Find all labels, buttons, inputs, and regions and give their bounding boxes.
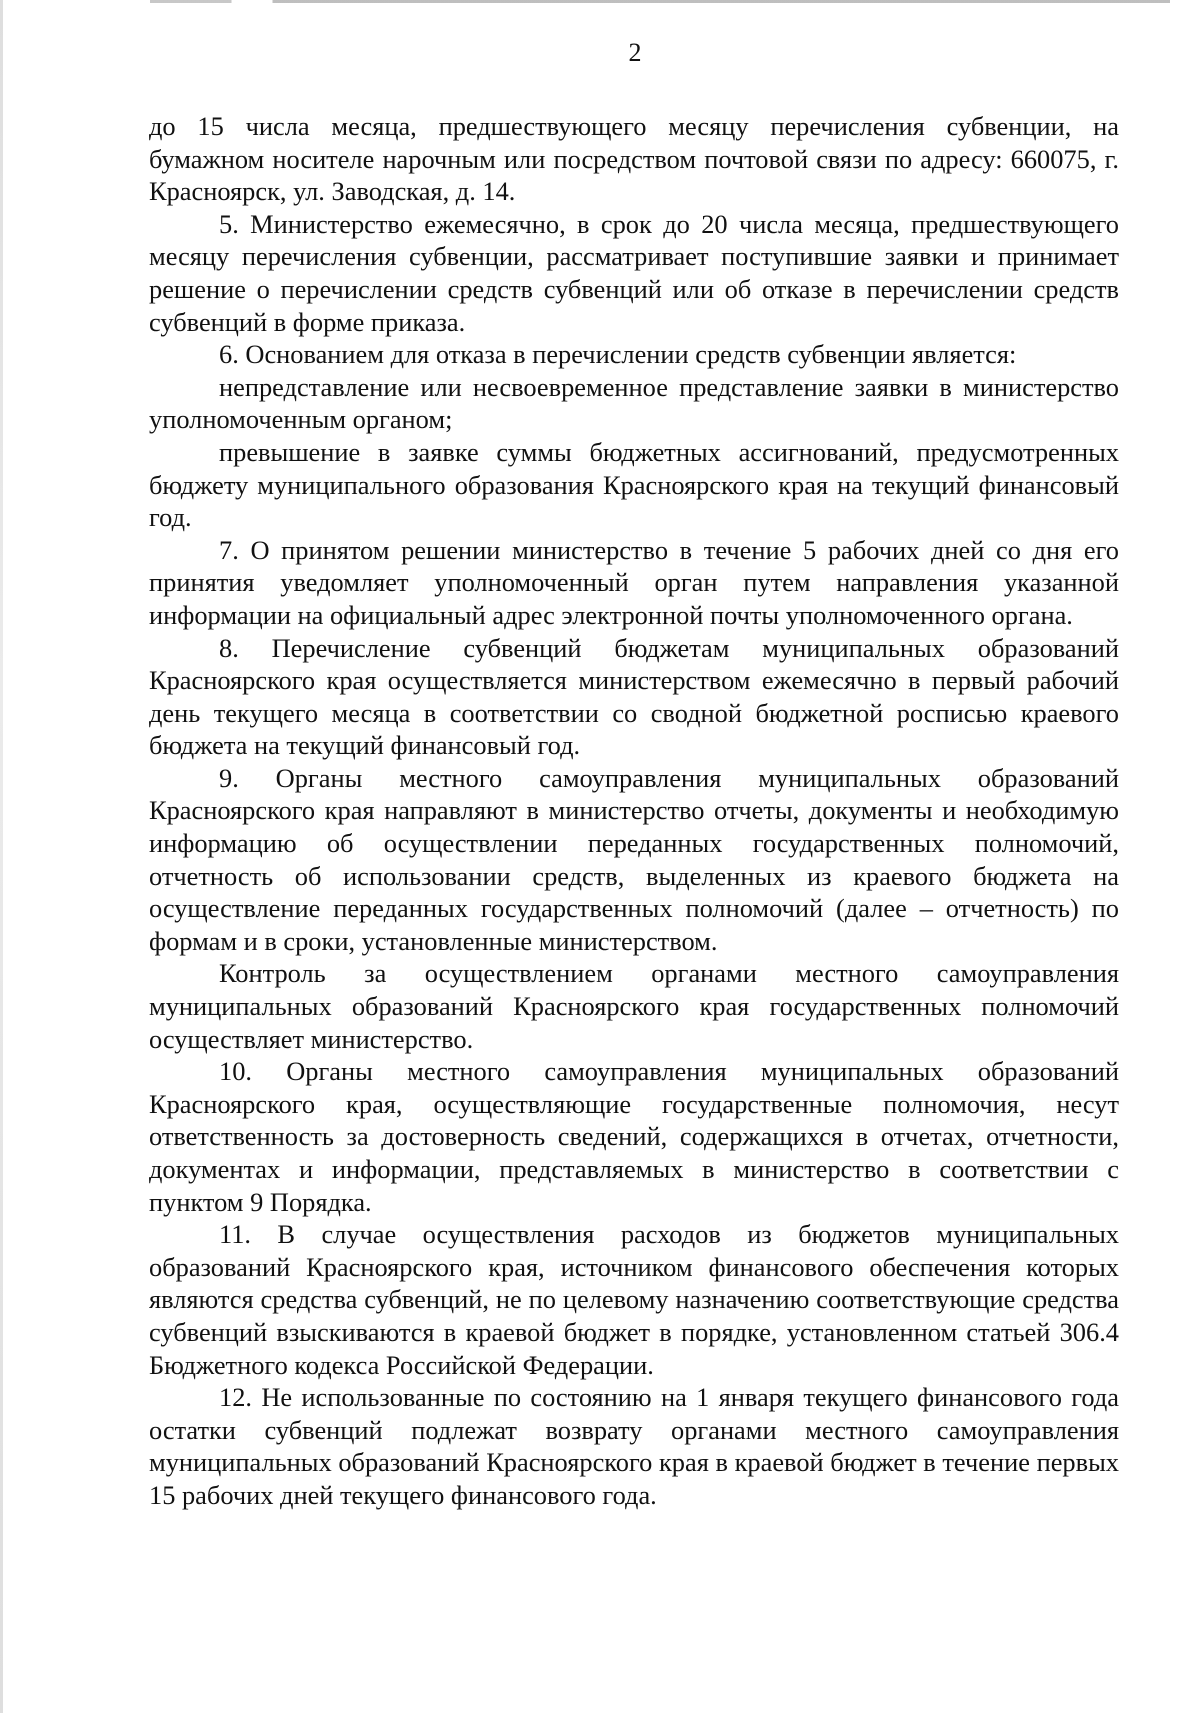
paragraph-item-11: 11. В случае осуществления расходов из бюджетов муниципальных образований Красноярского края, источником финансового обеспечения которых являются средства субвенций, не по целевому назначению соответствующие средства субвенций взыскиваются в краевой бюджет в порядке, установленном статьей 306.4 Бюджетного кодекса Российской Федерации. [149,1219,1119,1380]
page-number: 2 [628,38,642,67]
document-body [149,110,1119,1512]
paragraph-item-7: 7. О принятом решении министерство в течение 5 рабочих дней со дня его принятия уведомляет уполномоченный орган путем направления указанной информации на официальный адрес электронной почты уполномоченного органа. [149,534,1119,630]
paragraph-item-5: 5. Министерство ежемесячно, в срок до 20 числа месяца, предшествующего месяцу перечисления субвенции, рассматривает поступившие заявки и принимает решение о перечислении средств субвенций или об отказе в перечислении средств субвенций в форме приказа. [149,208,1119,337]
paragraph-item-9: 9. Органы местного самоуправления муниципальных образований Красноярского края направляют в министерство отчеты, документы и необходимую информацию об осуществлении переданных государственных полномочий, отчетность об использовании средств, выделенных из краевого бюджета на осуществление переданных государственных полномочий (далее – отчетность) по формам и в сроки, установленные министерством. [149,762,1119,956]
paragraph-item-6: 6. Основанием для отказа в перечислении средств субвенции является: [219,339,1017,370]
paragraph-item-6-reason-2: превышение в заявке суммы бюджетных ассигнований, предусмотренных бюджету муниципального образования Красноярского края на текущий финансовый год. [149,436,1119,533]
scan-edge-left [0,0,3,1713]
paragraph-item-10: 10. Органы местного самоуправления муниципальных образований Красноярского края, осуществляющие государственные полномочия, несут ответственность за достоверность сведений, содержащихся в отчетах, отчетности, документах и информации, представляемых в министерство в соответствии с пунктом 9 Порядка. [149,1056,1119,1217]
paragraph-item-9-control: Контроль за осуществлением органами местного самоуправления муниципальных образований Красноярского края государственных полномочий осуществляет министерство. [149,958,1119,1054]
paragraph-item-12: 12. Не использованные по состоянию на 1 января текущего финансового года остатки субвенций подлежат возврату органами местного самоуправления муниципальных образований Красноярского края в краевой бюджет в течение первых 15 рабочих дней текущего финансового года. [149,1382,1119,1510]
paragraph-item-6-reason-1: непредставление или несвоевременное представление заявки в министерство уполномоченным органом; [149,371,1119,435]
paragraph-item-8: 8. Перечисление субвенций бюджетам муниципальных образований Красноярского края осуществляется министерством ежемесячно в первый рабочий день текущего месяца в соответствии со сводной бюджетной росписью краевого бюджета на текущий финансовый год. [149,632,1119,761]
scan-edge-top [150,0,1170,3]
paragraph-submission-deadline: до 15 числа месяца, предшествующего месяцу перечисления субвенции, на бумажном носителе нарочным или посредством почтовой связи по адресу: 660075, г. Красноярск, ул. Заводская, д. 14. [149,111,1119,207]
